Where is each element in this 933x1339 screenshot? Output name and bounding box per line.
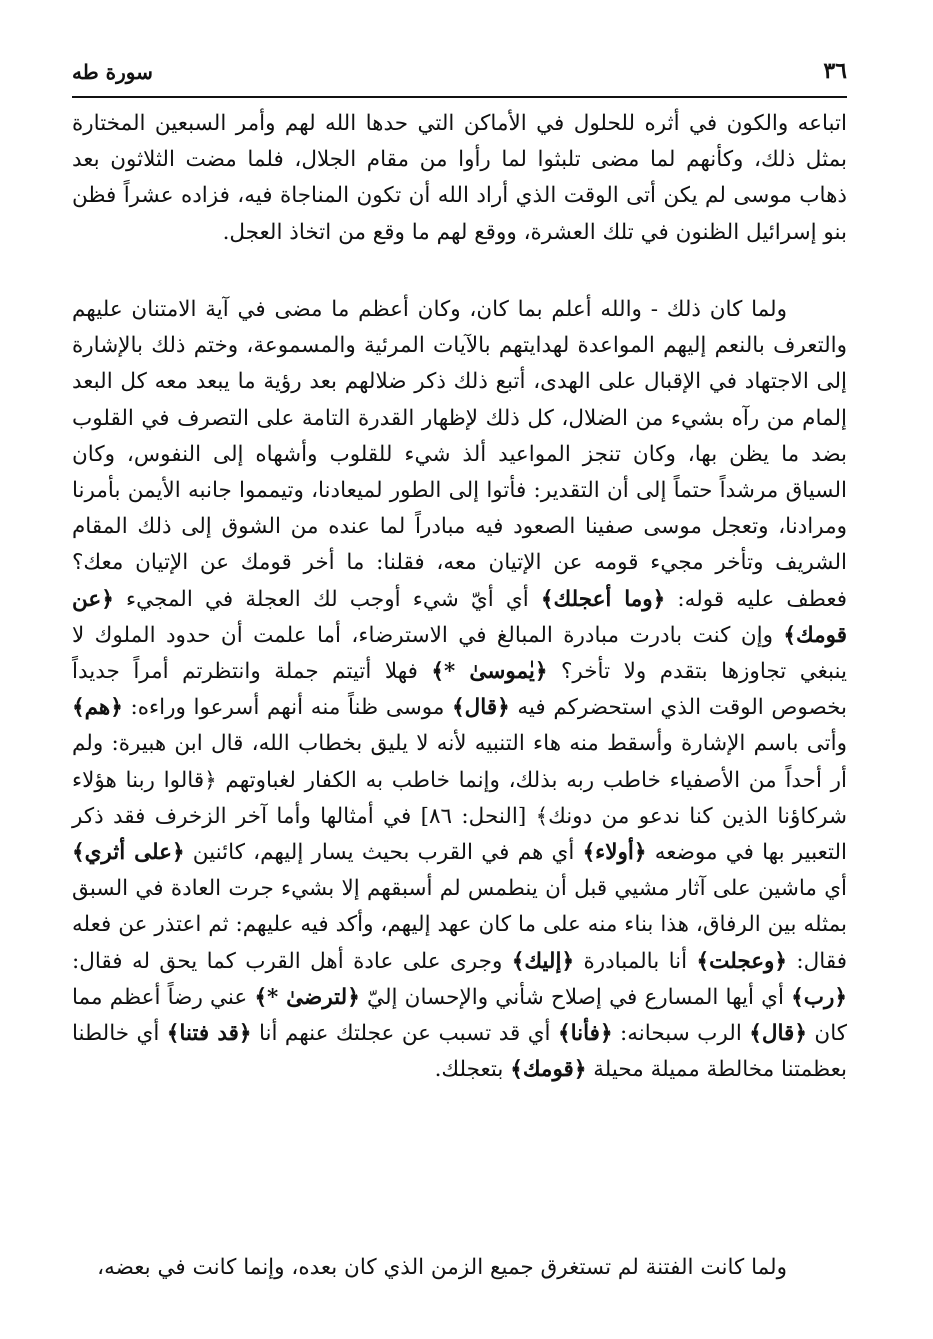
paragraph-2 (72, 292, 847, 1088)
text-segment: ولما كانت الفتنة لم تستغرق جميع الزمن الذي كان بعده، وإنما كانت في بعضه، (97, 1255, 787, 1280)
text-segment: أي خالطنا بعظمتنا مخالطة مميلة محيلة (72, 1021, 847, 1083)
text-segment: أي أيها المسارع في إصلاح شأني والإحسان إليّ (359, 984, 792, 1010)
page-header (72, 58, 847, 94)
quran-quote: ﴿قال﴾ (749, 1021, 807, 1047)
quran-quote: ﴿وما أعجلك﴾ (540, 586, 666, 612)
page-number: ٣٦ (823, 58, 847, 84)
quran-quote: ﴿قد فتنا﴾ (166, 1021, 252, 1047)
running-title: سورة طه (72, 60, 153, 84)
text-segment: اتباعه والكون في أثره للحلول في الأماكن التي حدها الله لهم وأمر السبعين المختارة بمثل ذلك، وكأنهم لما مضى تلبثوا لما رأوا من مقام الجلال، فلما مضت الثلاثون بعد ذهاب موسى لم يكن أتى الوقت الذي أراد الله أن تكون المناجاة فيه، فزاده عشراً فظن بنو إسرائيل الظنون في تلك العشرة، ووقع لهم ما وقع من اتخاذ العجل. (72, 111, 847, 245)
text-segment: أي أيّ شيء أوجب لك العجلة في المجيء (113, 586, 541, 612)
text-segment: فهلا أتيتم جملة وانتظرتم أمراً جديداً بخصوص الوقت الذي استحضركم فيه (72, 659, 847, 721)
quran-quote: ﴿عن قومك﴾ (72, 586, 847, 648)
quran-quote: ﴿قال﴾ (452, 695, 510, 721)
text-segment: أنا بالمبادرة (574, 948, 697, 974)
quran-quote: ﴿هم﴾ (72, 695, 123, 721)
text-segment: أي قد تسبب عن عجلتك عنهم أنا (251, 1021, 558, 1047)
header-divider (72, 96, 847, 98)
paragraph-3 (72, 1250, 847, 1286)
text-segment: بتعجلك. (434, 1057, 511, 1083)
text-segment: ﴿قالوا ربنا هؤلاء شركاؤنا الذين كنا ندعو من دونك﴾ (72, 767, 847, 829)
quran-quote: ﴿وعجلت﴾ (696, 948, 788, 974)
text-segment: ولما كان ذلك - والله أعلم بما كان، وكان أعظم ما مضى في آية الامتنان عليهم والتعرف بالنعم إليهم المواعدة لهدايتهم بالآيات المرئية والمسموعة، وختم ذلك بالإشارة إلى الاجتهاد في الإقبال على الهدى، أتبع ذلك ذكر ضلالهم بعد رؤية ما يبعد معه كل البعد إلمام من رآه بشيء من الضلال، كل ذلك لإظهار القدرة التامة على التصرف في القلوب بضد ما يظن بها، وكان تنجز المواعيد ألذ شيء للقلوب وأشهاه إلى النفوس، وكان السياق مرشداً حتماً إلى أن التقدير: فأتوا إلى الطور لميعادنا، وتيمموا جانبه الأيمن بأمرنا ومرادنا، وتعجل موسى صفينا الصعود فيه مبادراً لما عنده من الشوق إلى ذلك المقام الشريف وتأخر مجيء قومه عن الإتيان معه، فقلنا: ما أخر قومك عن الإتيان معك؟ فعطف عليه قوله: (72, 297, 847, 612)
quran-quote: ﴿لترضىٰ *﴾ (254, 984, 360, 1010)
quran-quote: ﴿إليك﴾ (511, 948, 575, 974)
quran-quote: ﴿أولاء﴾ (582, 840, 647, 866)
text-segment: عني رضاً أعظم مما كان (72, 984, 847, 1047)
quran-quote: ﴿على أثري﴾ (72, 840, 185, 866)
text-segment: وجرى على عادة أهل القرب كما يحق له فقال: (72, 948, 512, 974)
quran-quote: ﴿قومك﴾ (510, 1057, 587, 1083)
paragraph-1 (72, 106, 847, 251)
text-segment: [النحل: ٨٦] في أمثالها وأما آخر الزخرف فقد ذكر التعبير بها في موضعه (72, 803, 848, 866)
text-segment: الرب سبحانه: (612, 1021, 750, 1047)
text-segment: أي هم في القرب بحيث يسار إليهم، كائنين (184, 840, 583, 866)
text-segment: أي ماشين على آثار مشيي قبل أن ينطمس لم أسبقهم إلا بشيء جرت العادة في السبق بمثله بين الرفاق، هذا بناء منه على ما كان عهد إليهم، وأكد فيه عليهم: ثم اعتذر عن فعله فقال: (72, 876, 847, 974)
quran-quote: ﴿فأنا﴾ (558, 1021, 613, 1047)
text-segment: موسى ظناً منه أنهم أسرعوا وراءه: (122, 695, 453, 721)
text-segment: وإن كنت بادرت مبادرة المبالغ في الاسترضاء، أما علمت أن حدود الملوك لا ينبغي تجاوزها بتقدم ولا تأخر؟ (72, 622, 847, 685)
quran-quote: ﴿رب﴾ (791, 984, 847, 1010)
text-segment: وأتى باسم الإشارة وأسقط منه هاء التنبيه لأنه لا يليق بخطاب الله، قال ابن هبيرة: ولم أر أحداً من الأصفياء خاطب ربه بذلك، وإنما خاطب به الكفار لغباوتهم (72, 731, 847, 793)
quran-quote: ﴿يٰموسىٰ *﴾ (431, 659, 548, 685)
